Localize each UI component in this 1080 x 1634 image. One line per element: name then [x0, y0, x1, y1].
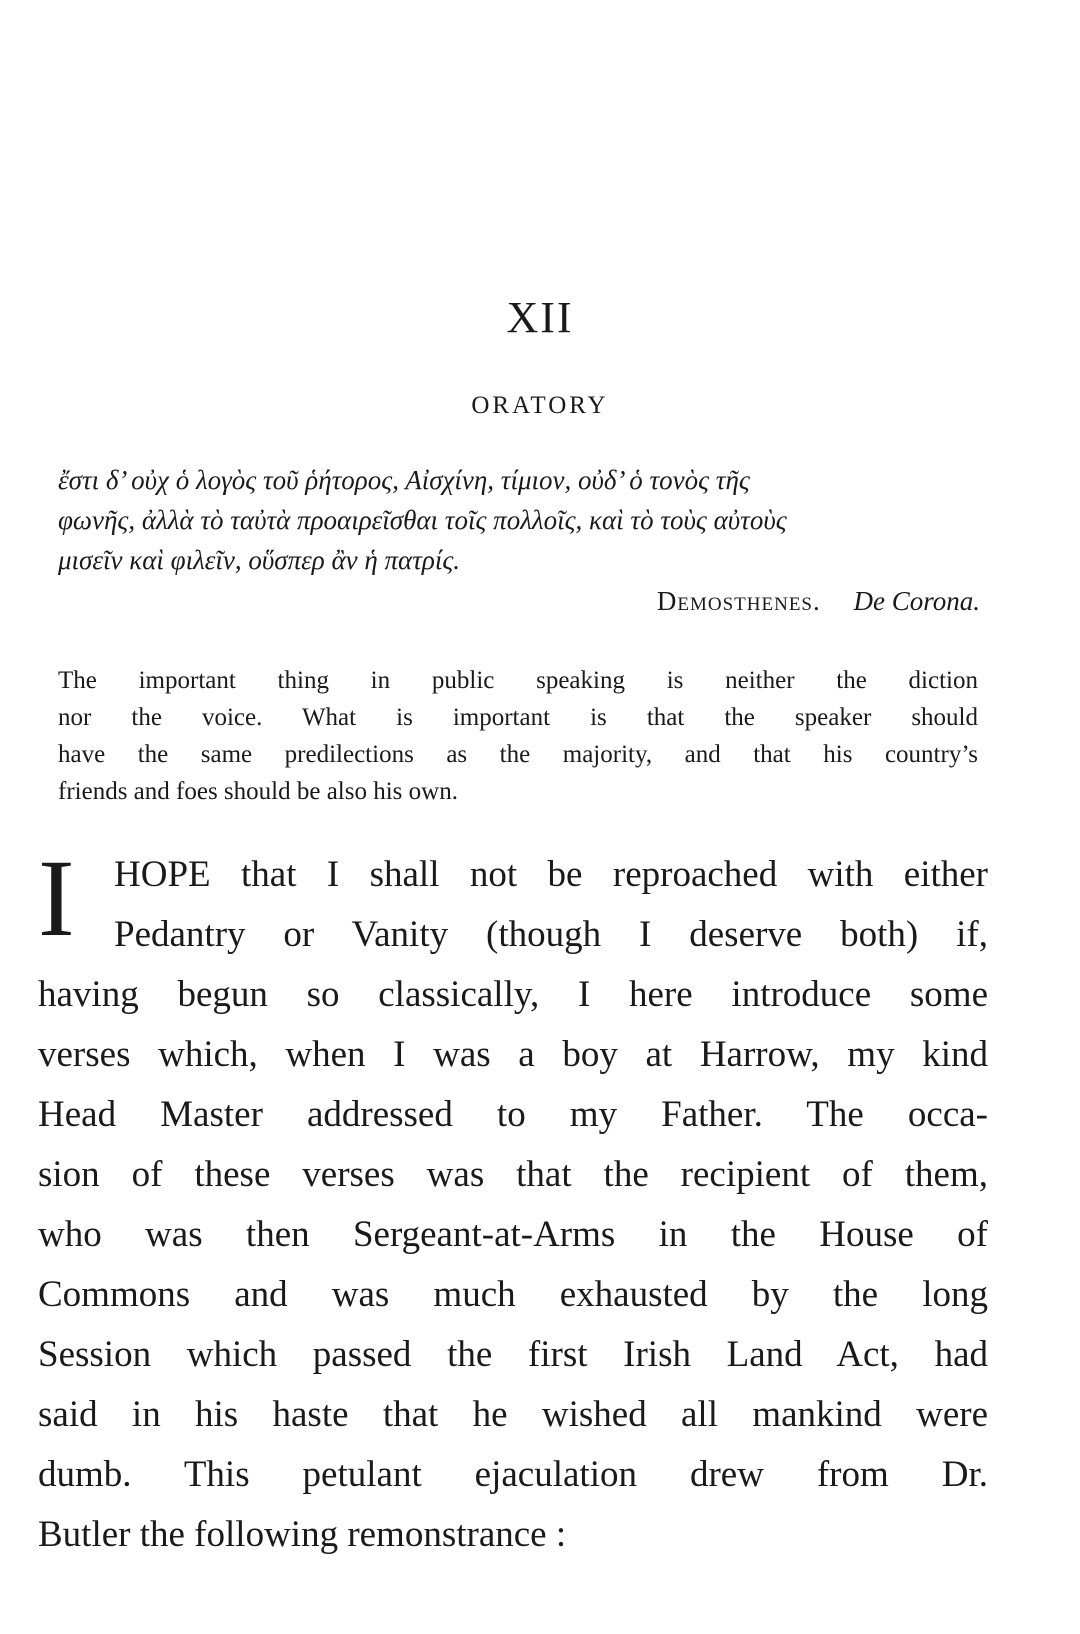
epigraph-line: ἔστι δ’ οὐχ ὁ λογὸς τοῦ ῥήτορος, Αἰσχίνη, τίμιον, οὐδ’ ὁ τονὸς τῆς — [58, 465, 750, 495]
body-line: HOPE that I shall not be reproached with either — [114, 854, 988, 895]
chapter-number: XII — [506, 293, 574, 342]
greek-epigraph — [58, 460, 978, 580]
body-line: verses which, when I was a boy at Harrow, my kind — [38, 1034, 988, 1075]
attribution-author: Demosthenes. — [656, 586, 821, 616]
body-line: having begun so classically, I here introduce some — [38, 974, 988, 1015]
body-line: Head Master addressed to my Father. The occa- — [38, 1094, 988, 1135]
drop-cap: I — [38, 837, 75, 959]
epigraph-line: φωνῆς, ἀλλὰ τὸ ταὐτὰ προαιρεῖσθαι τοῖς πολλοῖς, καὶ τὸ τοὺς αὐτοὺς — [58, 505, 787, 535]
attribution-work: De Corona. — [853, 586, 980, 616]
body-line: Pedantry or Vanity (though I deserve both) if, — [114, 914, 988, 955]
body-line: who was then Sergeant-at-Arms in the House of — [38, 1214, 988, 1255]
translation-line: The important thing in public speaking is neither the diction — [58, 667, 978, 694]
body-line: Commons and was much exhausted by the long — [38, 1274, 988, 1315]
body-line: sion of these verses was that the recipient of them, — [38, 1154, 988, 1195]
translation-line: friends and foes should be also his own. — [58, 778, 458, 805]
body-paragraph — [38, 837, 988, 1565]
body-line: said in his haste that he wished all mankind were — [38, 1394, 988, 1435]
epigraph-line: μισεῖν καὶ φιλεῖν, οὕσπερ ἂν ἡ πατρίς. — [58, 545, 461, 575]
body-line: Session which passed the first Irish Land Act, had — [38, 1334, 988, 1375]
epigraph-translation — [58, 662, 978, 810]
translation-line: nor the voice. What is important is that the speaker should — [58, 704, 978, 731]
body-line: Butler the following remonstrance : — [38, 1514, 567, 1555]
body-line: dumb. This petulant ejaculation drew from Dr. — [38, 1454, 988, 1495]
epigraph-attribution — [540, 586, 980, 617]
chapter-title: ORATORY — [471, 392, 609, 419]
translation-line: have the same predilections as the majority, and that his country’s — [58, 741, 978, 768]
